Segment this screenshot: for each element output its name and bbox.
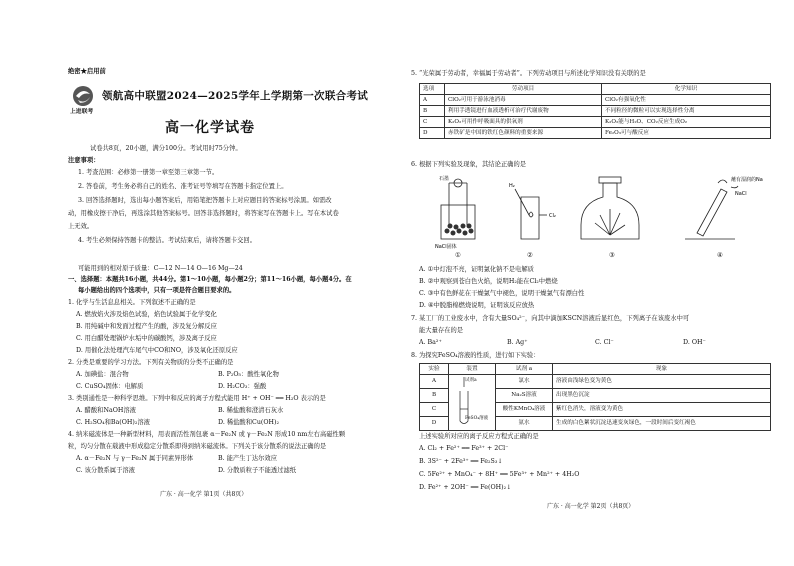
apparatus-tag: 石墨 xyxy=(439,176,450,182)
notice-3c: 上无效。 xyxy=(68,223,94,230)
lab-apparatus-figure xyxy=(435,175,765,253)
table-cell: 赤铁矿是中国的铁红色颜料的重要来源 xyxy=(445,128,602,139)
q6-option-b: B. ②中观察到苍白色火焰，说明H₂能在Cl₂中燃烧 xyxy=(419,278,558,285)
apparatus-tag: 蘸有湿润的Na xyxy=(731,177,763,183)
logo xyxy=(66,84,102,118)
table-row xyxy=(420,106,771,117)
table-header: 选项 xyxy=(420,84,445,95)
q6-stem: 6. 根据下列实验及现象，其结论正确的是 xyxy=(411,161,527,168)
logo-text: 上进联考 xyxy=(70,109,94,115)
table-cell: 出现黑色沉淀 xyxy=(553,389,771,403)
q8-stem: 8. 为探究FeSO₄溶液的性质，进行如下实验： xyxy=(411,352,540,359)
q8-option-c: C. 5Fe²⁺ + MnO₄⁻ + 8H⁺ ══ 5Fe³⁺ + Mn²⁺ + 4H₂O xyxy=(419,471,580,478)
q4-stem: 4. 纳米磁流体是一种新型材料，用表面活性剂包裹 α－Fe₂N 或 γ－Fe₂N 形成10 nm左右高磁性颗 xyxy=(68,431,346,438)
table-cell: 不同粒径的微粒可以实现选择性分离 xyxy=(602,106,771,117)
page-title: 高一化学试卷 xyxy=(165,120,255,136)
notice-title: 注意事项： xyxy=(68,157,100,164)
q3-stem: 3. 类别通性是一种科学思维。下列中和反应的离子方程式能用 H⁺ + OH⁻ ══ H₂O 表示的是 xyxy=(68,395,326,402)
q7-option-c: C. Cl⁻ xyxy=(595,339,614,346)
table-header: 装置 xyxy=(449,364,496,375)
q6-option-d: D. ④中脱脂棉燃烧说明，证明该反应放热 xyxy=(419,302,535,309)
table-cell: Na₂S溶液 xyxy=(496,389,553,403)
q2-option-d: D. H₂CO₃：强酸 xyxy=(218,383,267,390)
q4-option-d: D. 分散质粒子不能透过滤纸 xyxy=(218,467,297,474)
notice-3: 3. 回答选择题时，选出每小题答案后，用铅笔把答题卡上对应题目的答案标号涂黑。如需改 xyxy=(78,197,332,204)
table-cell: Fe₂O₃可与酸反应 xyxy=(602,128,771,139)
table-cell: 利用手透镜进行血液透析可治疗代谢废物 xyxy=(445,106,602,117)
q7-option-b: B. Ag⁺ xyxy=(507,339,528,346)
q7-stem: 7. 某工厂的工业废水中，含有大量SO₄²⁻，向其中滴加KSCN溶液后显红色，下列离子在该废水中可 xyxy=(411,315,690,322)
q4-option-c: C. 该分散系属于溶液 xyxy=(76,467,135,474)
q4-option-b: B. 能产生丁达尔效应 xyxy=(218,455,278,462)
q8-after: 上述实验所对应的离子反应方程式正确的是 xyxy=(419,433,539,440)
q4-stem-b: 粒，均匀分散在载液中形成稳定分散系即得到纳米磁流体。下列关于该分散系的说法正确的是 xyxy=(68,443,327,450)
table-row xyxy=(420,128,771,139)
notice-3b: 动，用橡皮擦干净后，再选涂其他答案标号。回答非选择题时，将答案写在答题卡上。写在本试卷 xyxy=(68,210,339,217)
table-cell: ClO₂可用于游泳池消毒 xyxy=(445,95,602,106)
table-cell: A xyxy=(420,375,449,389)
table-cell: 氨水 xyxy=(496,417,553,431)
table-row xyxy=(420,117,771,128)
q1-stem: 1. 化学与生活息息相关。下列叙述不正确的是 xyxy=(68,299,196,306)
table-row xyxy=(420,95,771,106)
q8-option-b: B. 3S²⁻ + 2Fe³⁺ ══ Fe₂S₃↓ xyxy=(419,458,503,465)
q1-option-d: D. 用催化法处理汽车尾气中CO和NO，涉及氧化还原反应 xyxy=(76,347,238,354)
q3-option-d: D. 稀盐酸和Cu(OH)₂ xyxy=(218,419,279,426)
fig-label-1: ① xyxy=(455,252,461,259)
fig-label-4: ④ xyxy=(717,252,723,259)
q7-stem-b: 能大量存在的是 xyxy=(419,327,464,334)
q5-stem: 5. “光荣属于劳动者，幸福属于劳动者”。下列劳动项目与所述化学知识没有关联的是 xyxy=(411,70,646,77)
table-cell: ClO₂有强氧化性 xyxy=(602,95,771,106)
table-cell: B xyxy=(420,106,445,117)
apparatus-tag: H₂ xyxy=(509,183,515,189)
table-cell: 溶液由浅绿色变为黄色 xyxy=(553,375,771,389)
page-2 xyxy=(397,0,794,566)
table-cell: C xyxy=(420,117,445,128)
q3-option-c: C. H₂SO₄和Ba(OH)₂溶液 xyxy=(76,419,150,426)
q2-stem: 2. 分类是重要的学习方法。下列有关物质的分类不正确的是 xyxy=(68,359,234,366)
notice-1: 1. 考查范围：必修第一册第一章至第三章第一节。 xyxy=(78,169,219,176)
table-cell: D xyxy=(420,417,449,431)
table-header: 现象 xyxy=(553,364,771,375)
q8-table xyxy=(419,363,771,431)
q4-option-a: A. α－Fe₂N 与 γ－Fe₂N 属于同素异形体 xyxy=(76,455,194,462)
atomic-mass: 可能用到的相对原子质量：C—12 N—14 O—16 Mg—24 xyxy=(78,265,243,272)
exam-meta: 试卷共8页，20小题，满分100分。考试用时75分钟。 xyxy=(90,145,242,152)
fig-label-2: ② xyxy=(527,252,533,259)
table-cell: B xyxy=(420,389,449,403)
table-row xyxy=(420,375,771,389)
device-cell xyxy=(449,375,496,431)
table-cell: 酸性KMnO₄溶液 xyxy=(496,403,553,417)
section-heading-b: 每小题给出的四个选项中，只有一项是符合题目要求的。 xyxy=(78,287,236,294)
q8-option-d: D. Fe²⁺ + 2OH⁻ ══ Fe(OH)₂↓ xyxy=(419,484,512,491)
table-cell: D xyxy=(420,128,445,139)
exam-header: 领航高中联盟2024—2025学年上学期第一次联合考试 xyxy=(102,90,369,102)
q3-option-b: B. 稀盐酸和澄清石灰水 xyxy=(218,407,284,414)
table-cell: 氯水 xyxy=(496,375,553,389)
notice-4: 4. 考生必须保持答题卡的整洁。考试结束后，请将答题卡交回。 xyxy=(78,237,257,244)
table-header: 实验 xyxy=(420,364,449,375)
device-label-solution: FeSO₄溶液 xyxy=(465,416,489,421)
table-header: 化学知识 xyxy=(602,84,771,95)
q1-option-b: B. 用纯碱中和发面过程产生的酸，涉及复分解反应 xyxy=(76,323,217,330)
notice-2: 2. 答卷前，考生务必将自己的姓名、准考证号等填写在答题卡指定位置上。 xyxy=(78,183,288,190)
q2-option-a: A. 加碘盐：混合物 xyxy=(76,371,129,378)
apparatus-tag: NaCl xyxy=(735,191,747,197)
table-header: 劳动项目 xyxy=(445,84,602,95)
q6-option-c: C. ③中有色鲜花在干燥氯气中褪色，说明干燥氯气有漂白性 xyxy=(419,290,585,297)
table-cell: K₂O₂能与H₂O、CO₂反应生成O₂ xyxy=(602,117,771,128)
page-footer: 广东 · 高一化学 第1页（共8页） xyxy=(160,491,248,498)
q7-option-d: D. OH⁻ xyxy=(683,339,706,346)
page-footer: 广东 · 高一化学 第2页（共8页） xyxy=(547,503,635,510)
q5-table xyxy=(419,83,771,139)
apparatus-tag: Cl₂ xyxy=(549,213,556,219)
table-cell: K₂O₂可用作呼吸面具的供氧剂 xyxy=(445,117,602,128)
fig-label-3: ③ xyxy=(609,252,615,259)
q1-option-a: A. 燃放焰火涉及焰色试验，焰色试验属于化学变化 xyxy=(76,311,217,318)
q7-option-a: A. Ba²⁺ xyxy=(419,339,442,346)
section-heading: 一、选择题：本题共16小题，共44分。第1～10小题，每小题2分；第11～16小题，每小题4分。在 xyxy=(68,276,352,283)
q6-option-a: A. ①中灯泡不亮，证明氯化钠不是电解质 xyxy=(419,266,534,273)
q2-option-c: C. CuSO₄固体：电解质 xyxy=(76,383,144,390)
q8-option-a: A. Cl₂ + Fe²⁺ ══ Fe³⁺ + 2Cl⁻ xyxy=(419,445,509,452)
table-cell: C xyxy=(420,403,449,417)
secret-label: 绝密★启用前 xyxy=(68,68,106,75)
device-label-reagent: 试剂a xyxy=(465,378,477,383)
table-header: 试剂 a xyxy=(496,364,553,375)
q1-option-c: C. 用白醋处理锅炉水垢中的碳酸钙，涉及离子反应 xyxy=(76,335,217,342)
q3-option-a: A. 醋酸和NaOH溶液 xyxy=(76,407,136,414)
q2-option-b: B. P₂O₅：酸性氧化物 xyxy=(218,371,279,378)
table-cell: 紫红色消失，溶液变为黄色 xyxy=(553,403,771,417)
table-cell: A xyxy=(420,95,445,106)
table-cell: 生成的白色絮状沉淀迅速变灰绿色，一段时间后变红褐色 xyxy=(553,417,771,431)
apparatus-tag: NaCl固体 xyxy=(435,244,457,250)
